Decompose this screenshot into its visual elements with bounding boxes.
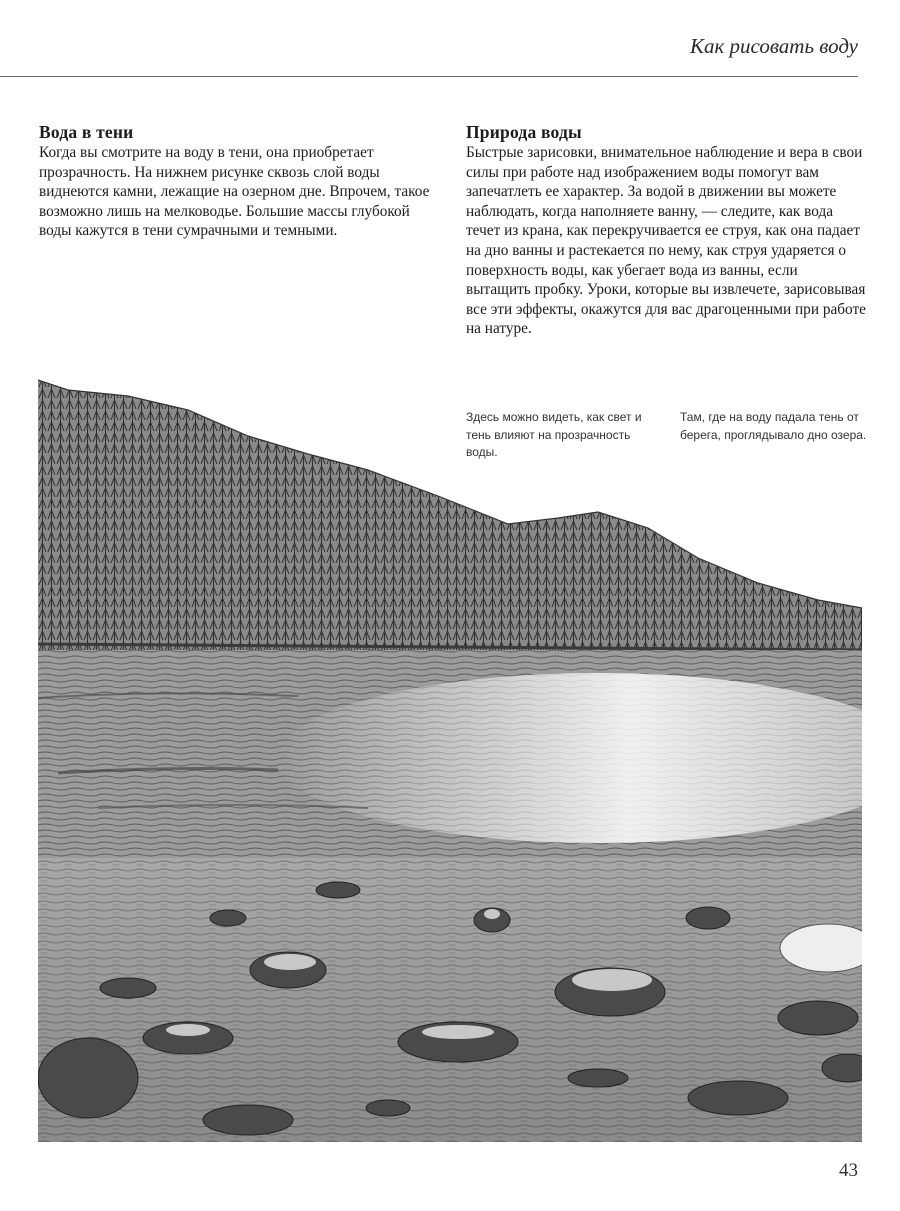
page-number: 43 (839, 1160, 858, 1181)
header-rule (0, 76, 858, 77)
pencil-lake-drawing-icon (38, 378, 862, 1142)
section-body-shade: Когда вы смотрите на воду в тени, она приобретает прозрачность. На нижнем рисунке сквозь слой воды виднеются камни, лежащие на озерном дне. Впрочем, такое возможно лишь на мелководье. Большие массы глубокой воды кажутся в тени сумрачными и темными. (39, 144, 430, 240)
section-heading-nature: Природа воды (466, 122, 582, 142)
section-nature-of-water (466, 121, 866, 339)
section-heading-shade: Вода в тени (39, 122, 134, 142)
caption-light-and-shade: Здесь можно видеть, как свет и тень влияют на прозрачность воды. (466, 410, 642, 459)
section-body-nature: Быстрые зарисовки, внимательное наблюдение и вера в свои силы при работе над изображением воды помогут вам запечатлеть ее характер. За водой в движении вы можете наблюдать, когда наполняете ванну, — следите, как вода течет из крана, как перекручивается ее струя, как она падает на дно ванны и растекается по нему, как струя ударяется о поверхность воды, как убегает вода из ванны, если вытащить пробку. Уроки, которые вы извлечете, зарисовывая все эти эффекты, окажутся для вас драгоценными при работе на натуре. (466, 144, 866, 338)
caption-lake-bottom: Там, где на воду падала тень от берега, проглядывало дно озера. (680, 410, 867, 442)
running-title: Как рисовать воду (690, 34, 858, 58)
section-water-in-shade (39, 121, 431, 241)
